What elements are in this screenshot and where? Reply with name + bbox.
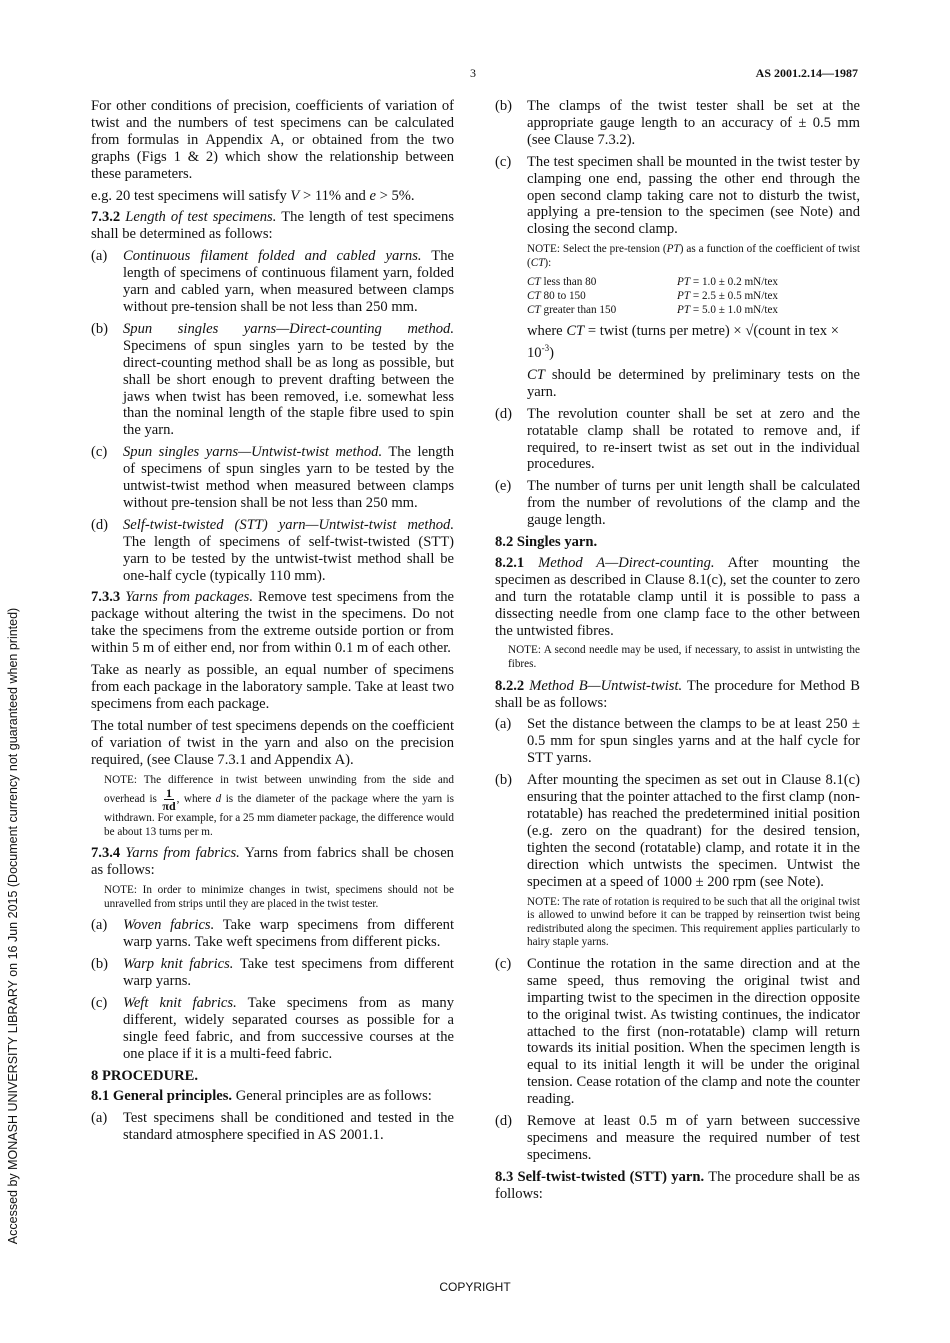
rotation-note: NOTE: The rate of rotation is required to be such that all the original twist is allowed to unwind before it can be trapped by reinsertion twist being redistributed along the specimen. This requirement applies particularly to hairy staple yarns. xyxy=(527,895,860,949)
total-specimens-paragraph: The total number of test specimens depends on the coefficient of variation of twist in the yarn and also on the precision required, (see Clause 7.3.1 and Appendix A). xyxy=(91,717,454,768)
table-cell: CT less than 80 xyxy=(527,276,597,289)
clause-7-3-4: 7.3.4 Yarns from fabrics. Yarns from fabrics shall be chosen as follows: xyxy=(91,845,454,879)
left-column xyxy=(91,98,454,1149)
clause-8-2-1: 8.2.1 Method A—Direct-counting. After mounting the specimen as described in Clause 8.1(c), set the counter to zero and turn the rotatable clamp until it is possible to pass a dissecting needle from one clamp face to the other between the untwisted fibres. xyxy=(495,554,860,639)
right-column xyxy=(495,98,860,1208)
clause-7-3-3: 7.3.3 Yarns from packages. Remove test specimens from the package without altering the twist in the specimens. Do not take the specimens from the extreme outside portion or from within 5 m of either end, nor from within 0.1 m of each other. xyxy=(91,589,454,657)
table-cell: PT = 1.0 ± 0.2 mN/tex xyxy=(677,276,779,289)
list-item: (c) Continue the rotation in the same direction and at the same speed, thus removing the original twist and imparting twist to the specimen in the direction opposite to the original twist. As twisting continues, the indicator attached to the first (non-rotatable) clamp will return towards its initial position. When the specimen length is equal to its initial length it will be under the original tension. Cease rotation of the clamp and note the counter reading. xyxy=(495,955,860,1108)
packages-paragraph: Take as nearly as possible, an equal number of specimens from each package in the laboratory sample. Take at least two specimens from each package. xyxy=(91,662,454,712)
twist-difference-note: NOTE: The difference in twist between unwinding from the side and overhead is $\frac{1}{\pi d}$ , where d is the diameter of the package where the yarn is withdrawn. For example, for a 25 mm diameter package, the difference would be about 13 turns per m. xyxy=(104,773,454,838)
ct-formula: where CT = twist (turns per metre) × √(count in tex × $10^{-3}$) xyxy=(527,323,839,361)
list-item: (b) Warp knit fabrics. Take test specimens from different warp yarns. xyxy=(91,956,454,990)
standard-number: AS 2001.2.14—1987 xyxy=(755,66,858,80)
example-paragraph: e.g. 20 test specimens will satisfy V > 11% and e > 5%. xyxy=(91,187,415,204)
table-cell: PT = 5.0 ± 1.0 mN/tex xyxy=(677,303,779,316)
page-number: 3 xyxy=(470,66,476,80)
fraction-formula: $\frac{1}{\pi d}$ xyxy=(162,786,176,814)
ct-determination: CT should be determined by preliminary tests on the yarn. xyxy=(527,366,860,400)
list-item: (a) Continuous filament folded and cabled yarns. The length of specimens of continuous filament yarn, folded yarn and cabled yarn, when measured between clamps without pre-tension shall be not less than 250 mm. xyxy=(91,248,454,315)
needle-note: NOTE: A second needle may be used, if necessary, to assist in untwisting the fibres. xyxy=(508,644,860,671)
clause-7-3-2: 7.3.2 Length of test specimens. The length of test specimens shall be determined as follows: xyxy=(91,209,455,243)
list-item: (d) Self-twist-twisted (STT) yarn—Untwist-twist method. The length of specimens of self-twist-twisted (STT) yarn to be tested by the untwist-twist method shall be one-half cycle (typically 110 mm). xyxy=(91,516,454,584)
table-cell: CT 80 to 150 xyxy=(527,290,586,303)
list-item: (b) Spun singles yarns—Direct-counting method. Specimens of spun singles yarn to be tested by the direct-counting method shall be as long as possible, but shall be short enough to prevent drafting between the jaws when twist has been removed, i.e. somewhat less than the nominal length of the staple fibre used to spin the yarn. xyxy=(91,320,454,439)
access-notice: Accessed by MONASH UNIVERSITY LIBRARY on 16 Jun 2015 (Document currency not guaranteed when printed) xyxy=(6,607,20,1245)
list-item: (a) Test specimens shall be conditioned and tested in the standard atmosphere specified in AS 2001.1. xyxy=(91,1110,454,1144)
clause-8-1: 8.1 General principles. General principles are as follows: xyxy=(91,1088,432,1105)
list-item: (b) After mounting the specimen as set out in Clause 8.1(c) ensuring that the pointer attached to the first clamp (non-rotatable) has reached the predetermined initial position (e.g. zero on the quadrant) for the desired tension, tighten the second (rotatable) clamp, and rotate it in the direction which untwists the specimen. Untwist the specimen at a speed of 1000 ± 200 rpm (see Note). xyxy=(495,772,860,890)
fabrics-note: NOTE: In order to minimize changes in twist, specimens should not be unravelled from strips until they are placed in the twist tester. xyxy=(104,884,454,910)
clause-8-2-2: 8.2.2 Method B—Untwist-twist. The procedure for Method B shall be as follows: xyxy=(495,677,861,711)
list-item: (c) The test specimen shall be mounted in the twist tester by clamping one end, passing the other end through the open second clamp taking care not to disturb the twist, applying a pre-tension to the specimen (see Note) and closing the second clamp. xyxy=(495,153,860,238)
table-cell: PT = 2.5 ± 0.5 mN/tex xyxy=(677,290,779,303)
clause-8-2-heading: 8.2 Singles yarn. xyxy=(495,534,598,551)
list-item: (e) The number of turns per unit length shall be calculated from the number of revolutions of the clamp and the gauge length. xyxy=(495,478,860,529)
table-cell: CT greater than 150 xyxy=(527,303,617,316)
pre-tension-note: NOTE: Select the pre-tension (PT) as a function of the coefficient of twist (CT): xyxy=(527,243,861,269)
list-item: (c) Weft knit fabrics. Take specimens from as many different, widely separated courses as possible for a single feed fabric, and from successive courses at the one place if it is a multi-feed fabric. xyxy=(91,994,454,1062)
clause-8-3: 8.3 Self-twist-twisted (STT) yarn. The procedure shall be as follows: xyxy=(495,1168,860,1202)
list-item: (b) The clamps of the twist tester shall be set at the appropriate gauge length to an accuracy of ± 0.5 mm (see Clause 7.3.2). xyxy=(495,98,860,148)
pre-tension-table xyxy=(527,276,860,317)
list-item: (c) Spun singles yarns—Untwist-twist method. The length of specimens of spun singles yarn to be tested by the untwist-twist method when measured between clamps without pre-tension shall be not less than 250 mm. xyxy=(91,444,454,511)
list-item: (d) Remove at least 0.5 m of yarn between successive specimens and measure the required number of test specimens. xyxy=(495,1113,860,1163)
list-item: (a) Set the distance between the clamps to be at least 250 ± 0.5 mm for spun singles yarns and at the half cycle for STT yarns. xyxy=(495,716,860,767)
section-heading: 8 PROCEDURE. xyxy=(91,1067,199,1084)
list-item: (a) Woven fabrics. Take warp specimens from different warp yarns. Take weft specimens from different picks. xyxy=(91,917,454,951)
list-item: (d) The revolution counter shall be set at zero and the rotatable clamp shall be rotated to remove and, if required, to re-insert twist as set out in the individual procedures. xyxy=(495,405,860,473)
copyright-footer: COPYRIGHT xyxy=(439,1280,511,1294)
precision-paragraph: For other conditions of precision, coefficients of variation of twist and the numbers of test specimens can be calculated from formulas in Appendix A, or obtained from the two graphs (Figs 1 & 2) which show the relationship between these parameters. xyxy=(91,98,454,182)
